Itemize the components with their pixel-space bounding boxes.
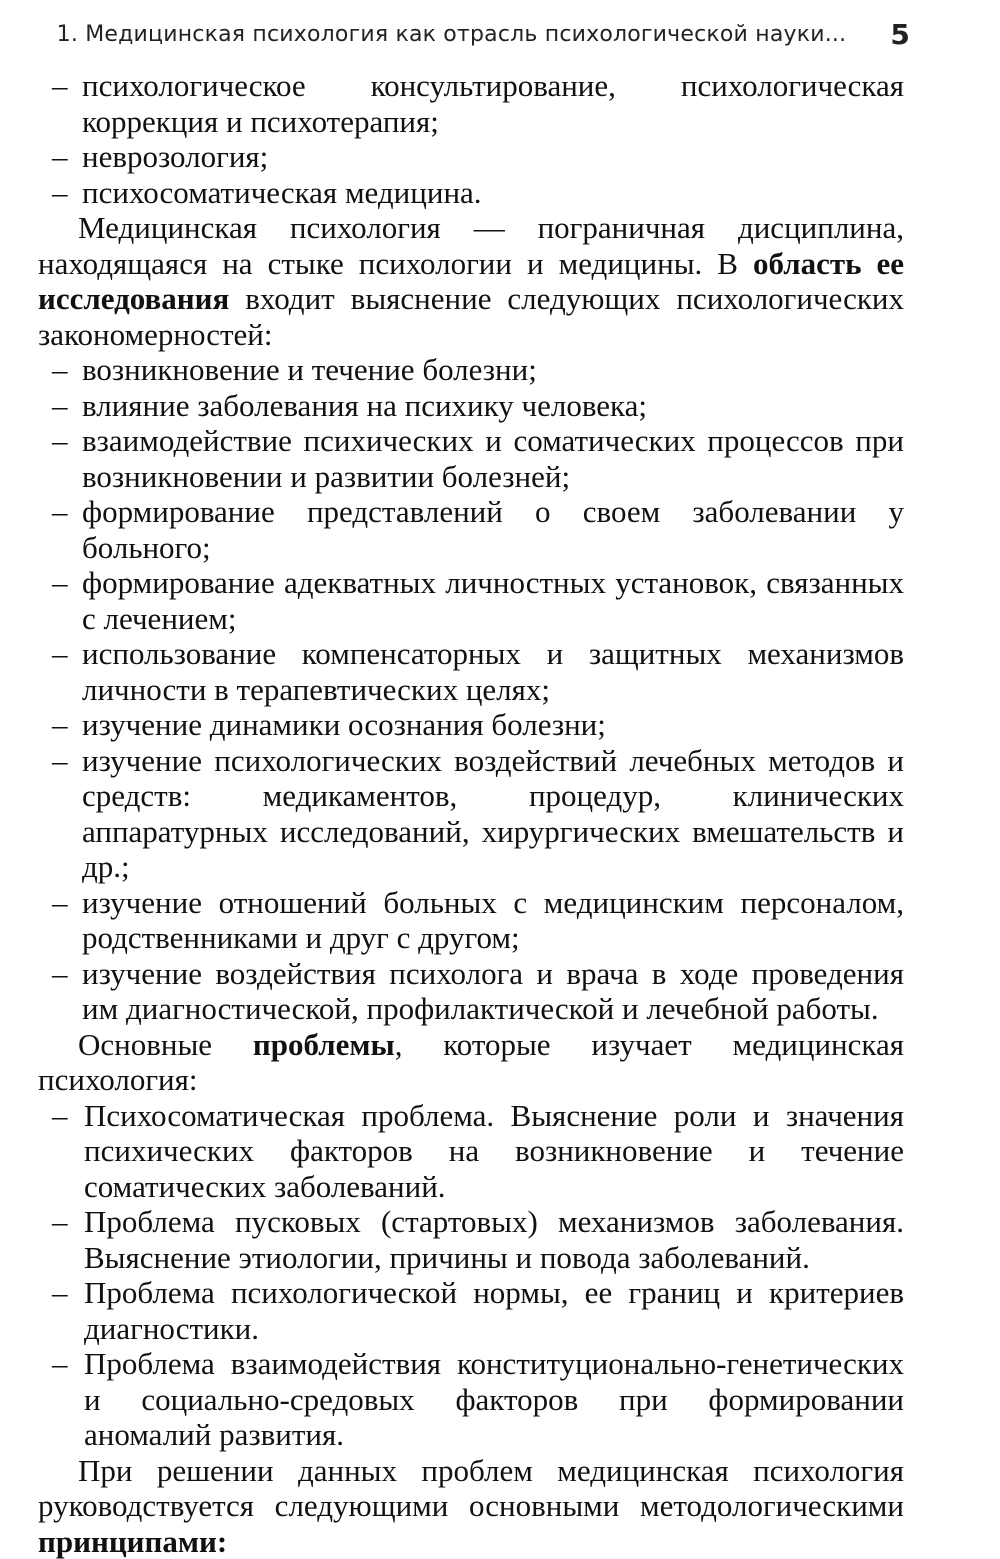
list-item: – Проблема пусковых (стартовых) механизмов заболевания. Выяснение этиологии, причины и повода заболеваний. bbox=[38, 1204, 904, 1275]
dash-marker: – bbox=[52, 956, 68, 992]
dash-marker: – bbox=[52, 388, 68, 424]
dash-marker: – bbox=[52, 1275, 68, 1311]
dash-marker: – bbox=[52, 707, 68, 743]
dash-marker: – bbox=[52, 352, 68, 388]
list-item: – формирование адекватных личностных установок, связанных с лечением; bbox=[38, 565, 904, 636]
list-item: – использование компенсаторных и защитных механизмов личности в терапевтических целях; bbox=[38, 636, 904, 707]
body-text bbox=[38, 68, 904, 1559]
list-item: – изучение воздействия психолога и врача в ходе проведения им диагностической, профилактической и лечебной работы. bbox=[38, 956, 904, 1027]
paragraph-principles-intro: При решении данных проблем медицинская психология руководствуется следующими основными методологическими принципами: bbox=[38, 1453, 904, 1559]
dash-marker: – bbox=[52, 175, 68, 211]
list-item: – неврозология; bbox=[38, 139, 904, 175]
emphasis: область ее исследования bbox=[38, 246, 904, 317]
list-item: – изучение психологических воздействий лечебных методов и средств: медикаментов, процедур, клинических аппаратурных исследований, хирургических вмешательств и др.; bbox=[38, 743, 904, 885]
dash-marker: – bbox=[52, 885, 68, 921]
list-item: – Проблема психологической нормы, ее границ и критериев диагностики. bbox=[38, 1275, 904, 1346]
problems-list bbox=[38, 1098, 904, 1453]
list-item: – формирование представлений о своем заболевании у больного; bbox=[38, 494, 904, 565]
list-item: – Проблема взаимодействия конституционально-генетических и социально-средовых факторов при формировании аномалий развития. bbox=[38, 1346, 904, 1453]
paragraph-definition: Медицинская психология — пограничная дисциплина, находящаяся на стыке психологии и медицины. В область ее исследования входит выяснение следующих психологических закономерностей: bbox=[38, 210, 904, 352]
dash-marker: – bbox=[52, 565, 68, 601]
emphasis: принципами: bbox=[38, 1524, 227, 1559]
list-item: – влияние заболевания на психику человека; bbox=[38, 388, 904, 424]
dash-marker: – bbox=[52, 494, 68, 530]
dash-marker: – bbox=[52, 1098, 68, 1134]
dash-marker: – bbox=[52, 636, 68, 672]
list-item: – взаимодействие психических и соматических процессов при возникновении и развитии болезней; bbox=[38, 423, 904, 494]
dash-marker: – bbox=[52, 743, 68, 779]
emphasis: проблемы bbox=[253, 1027, 395, 1062]
list-item: – изучение отношений больных с медицинским персоналом, родственниками и друг с другом; bbox=[38, 885, 904, 956]
paragraph-problems-intro: Основные проблемы, которые изучает медицинская психология: bbox=[38, 1027, 904, 1098]
running-title: 1. Медицинская психология как отрасль психологической науки... bbox=[57, 22, 847, 47]
dash-marker: – bbox=[52, 1204, 68, 1240]
dash-marker: – bbox=[52, 423, 68, 459]
list-item: – возникновение и течение болезни; bbox=[38, 352, 904, 388]
continued-list bbox=[38, 68, 904, 210]
list-item: – психосоматическая медицина. bbox=[38, 175, 904, 211]
list-item: – психологическое консультирование, психологическая коррекция и психотерапия; bbox=[38, 68, 904, 139]
dash-marker: – bbox=[52, 139, 68, 175]
page-number: 5 bbox=[890, 18, 910, 51]
running-header bbox=[150, 12, 910, 56]
research-list bbox=[38, 352, 904, 1027]
list-item: – Психосоматическая проблема. Выяснение роли и значения психических факторов на возникновение и течение соматических заболеваний. bbox=[38, 1098, 904, 1205]
dash-marker: – bbox=[52, 1346, 68, 1382]
dash-marker: – bbox=[52, 68, 68, 104]
list-item: – изучение динамики осознания болезни; bbox=[38, 707, 904, 743]
